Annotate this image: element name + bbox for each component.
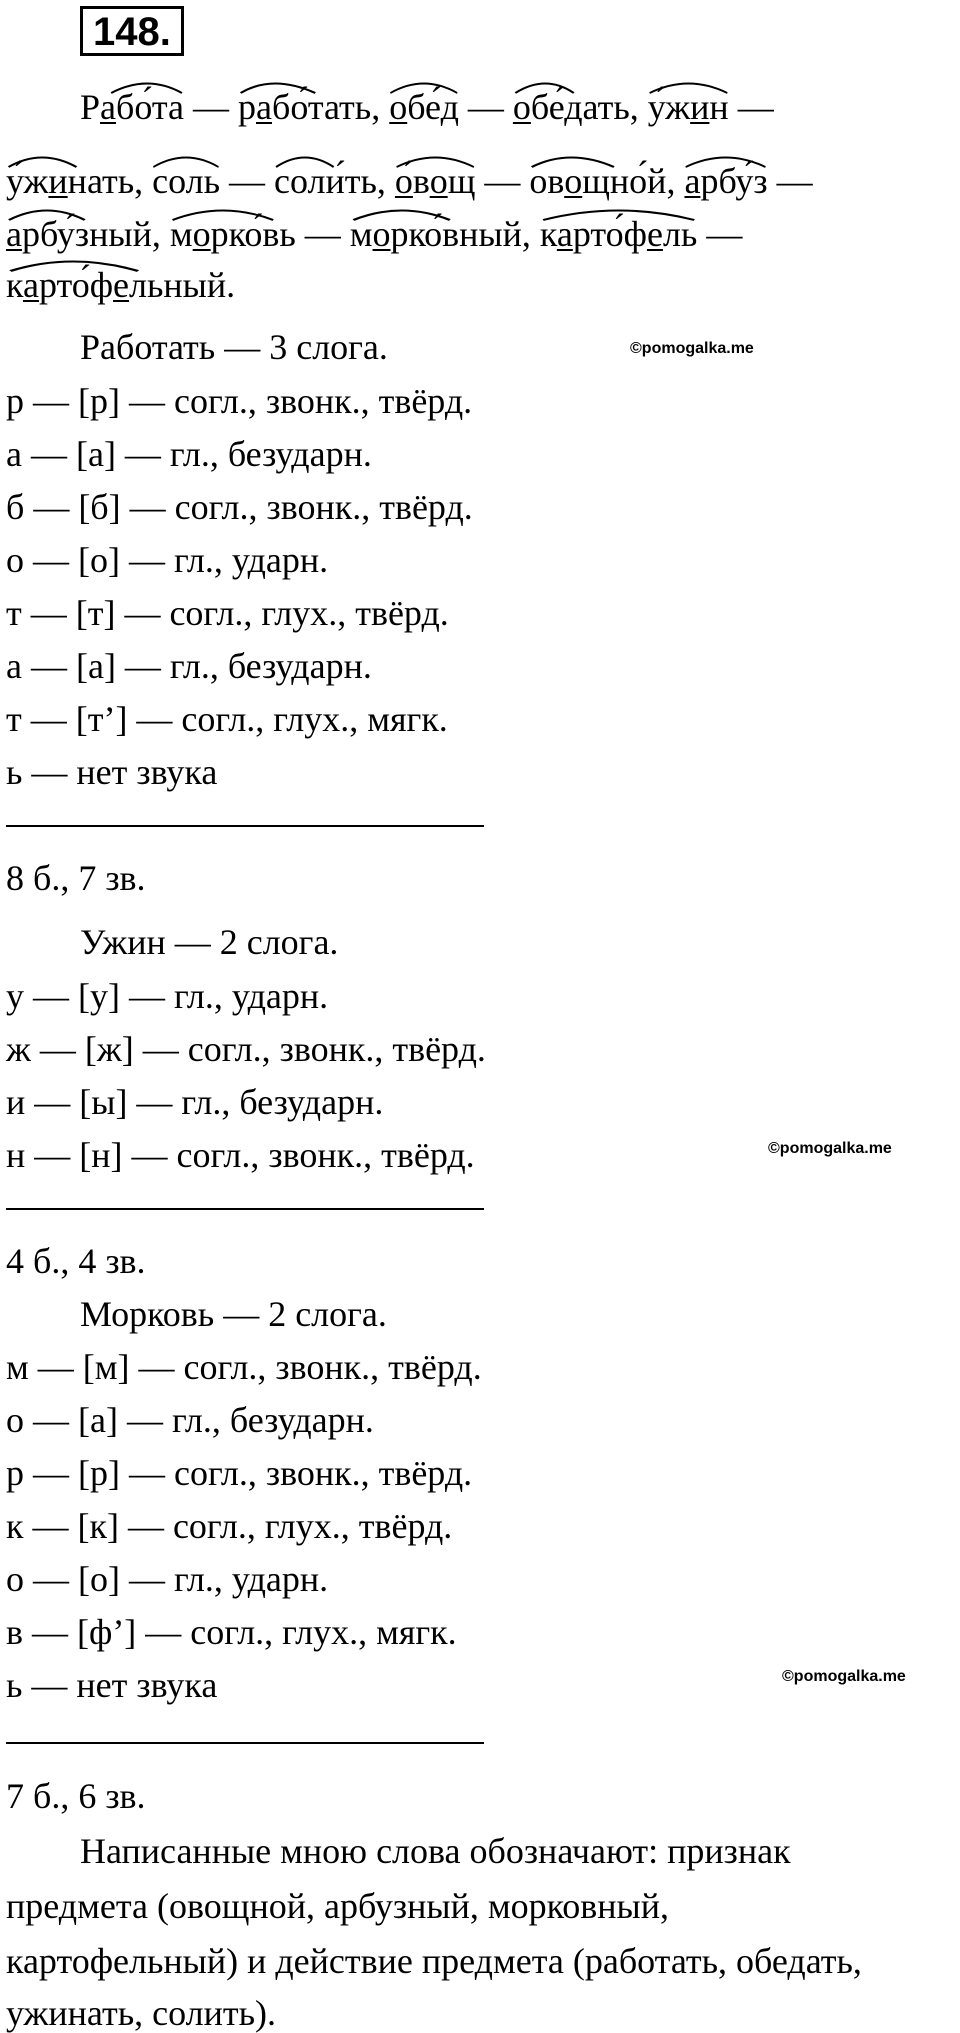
root-arc [648, 78, 729, 94]
sound-row: в — [ф’] — согл., глух., мягк. [6, 1612, 457, 1652]
sound-row: о — [о] — гл., ударн. [6, 1559, 329, 1599]
word-uzhin: у́жин [648, 87, 729, 127]
sound-row: т — [т] — согл., глух., твёрд. [6, 593, 449, 633]
sound-row: р — [р] — согл., звонк., твёрд. [6, 1453, 473, 1493]
word-arbuzny: арбу́зный [6, 214, 152, 254]
word-morkovny: морко́вный [350, 214, 522, 254]
conclusion-line: Написанные мною слова обозначают: признак [80, 1831, 791, 1871]
root-arc [513, 78, 630, 94]
morphemic-line-1: Рабо́та — рабо́тать , обе́д — обе́дать , у́жин — [80, 87, 774, 127]
word-sol: соль [152, 161, 220, 201]
divider [6, 1742, 484, 1744]
sound-row: о — [а] — гл., безударн. [6, 1400, 374, 1440]
word-ovoschnoy: овощно́й [529, 161, 666, 201]
root-arc [6, 205, 152, 221]
root-arc [684, 152, 767, 168]
sound-row: о — [о] — гл., ударн. [6, 540, 329, 580]
sound-row: к — [к] — согл., глух., твёрд. [6, 1506, 453, 1546]
word-arbuz: арбу́з [684, 161, 767, 201]
word-rabota: Рабо́та [80, 87, 184, 127]
total-morkov: 7 б., 6 зв. [6, 1776, 146, 1816]
root-arc [152, 152, 220, 168]
conclusion-line: ужинать, солить). [6, 1993, 276, 2033]
divider [6, 1208, 484, 1210]
root-arc [238, 78, 371, 94]
word-rabotat: рабо́тать [238, 87, 371, 127]
watermark: ©pomogalka.me [630, 340, 754, 357]
divider [6, 825, 484, 827]
word-kartofelny: карто́фельный [6, 265, 226, 305]
morphemic-line-2: у́жинать , соль — соли́ть , о́вощ — овощно́й , арбу́з — [6, 161, 813, 201]
exercise-number: 148. [80, 6, 184, 56]
heading-morkov: Морковь — 2 слога. [80, 1294, 387, 1334]
sound-row: а — [а] — гл., безударн. [6, 434, 372, 474]
watermark: ©pomogalka.me [768, 1140, 892, 1157]
root-arc [274, 152, 377, 168]
morphemic-line-4: карто́фельный . [6, 265, 235, 305]
root-arc [6, 256, 226, 272]
morphemic-line-3: арбу́зный , морко́вь — морко́вный , карто́фель — [6, 214, 742, 254]
total-rabotat: 8 б., 7 зв. [6, 858, 146, 898]
word-obedat: обе́дать [513, 87, 630, 127]
root-arc [529, 152, 666, 168]
heading-uzhin: Ужин — 2 слога. [80, 922, 339, 962]
heading-rabotat: Работать — 3 слога. [80, 327, 388, 367]
conclusion-line: картофельный) и действие предмета (работать, обедать, [6, 1941, 862, 1981]
root-arc [395, 152, 476, 168]
sound-row: н — [н] — согл., звонк., твёрд. [6, 1135, 475, 1175]
sound-row: у — [у] — гл., ударн. [6, 976, 329, 1016]
sound-row: и — [ы] — гл., безударн. [6, 1082, 384, 1122]
sound-row: ж — [ж] — согл., звонк., твёрд. [6, 1029, 486, 1069]
root-arc [350, 205, 522, 221]
sound-row: м — [м] — согл., звонк., твёрд. [6, 1347, 482, 1387]
word-obed: обе́д [389, 87, 459, 127]
sound-row: ь — нет звука [6, 1665, 218, 1705]
total-uzhin: 4 б., 4 зв. [6, 1241, 146, 1281]
conclusion-line: предмета (овощной, арбузный, морковный, [6, 1886, 670, 1926]
sound-row: р — [р] — согл., звонк., твёрд. [6, 381, 473, 421]
word-uzhinat: у́жинать [6, 161, 134, 201]
word-ovosch: о́вощ [395, 161, 476, 201]
sound-row: ь — нет звука [6, 752, 218, 792]
word-morkov: морко́вь [170, 214, 296, 254]
root-arc [6, 152, 134, 168]
root-arc [170, 205, 296, 221]
root-arc [389, 78, 459, 94]
sound-row: а — [а] — гл., безударн. [6, 646, 372, 686]
sound-row: т — [т’] — согл., глух., мягк. [6, 699, 448, 739]
sound-row: б — [б] — согл., звонк., твёрд. [6, 487, 473, 527]
watermark: ©pomogalka.me [782, 1668, 906, 1685]
word-solit: соли́ть [274, 161, 377, 201]
root-arc [80, 78, 184, 94]
word-kartofel: карто́фель [540, 214, 697, 254]
root-arc [540, 205, 697, 221]
